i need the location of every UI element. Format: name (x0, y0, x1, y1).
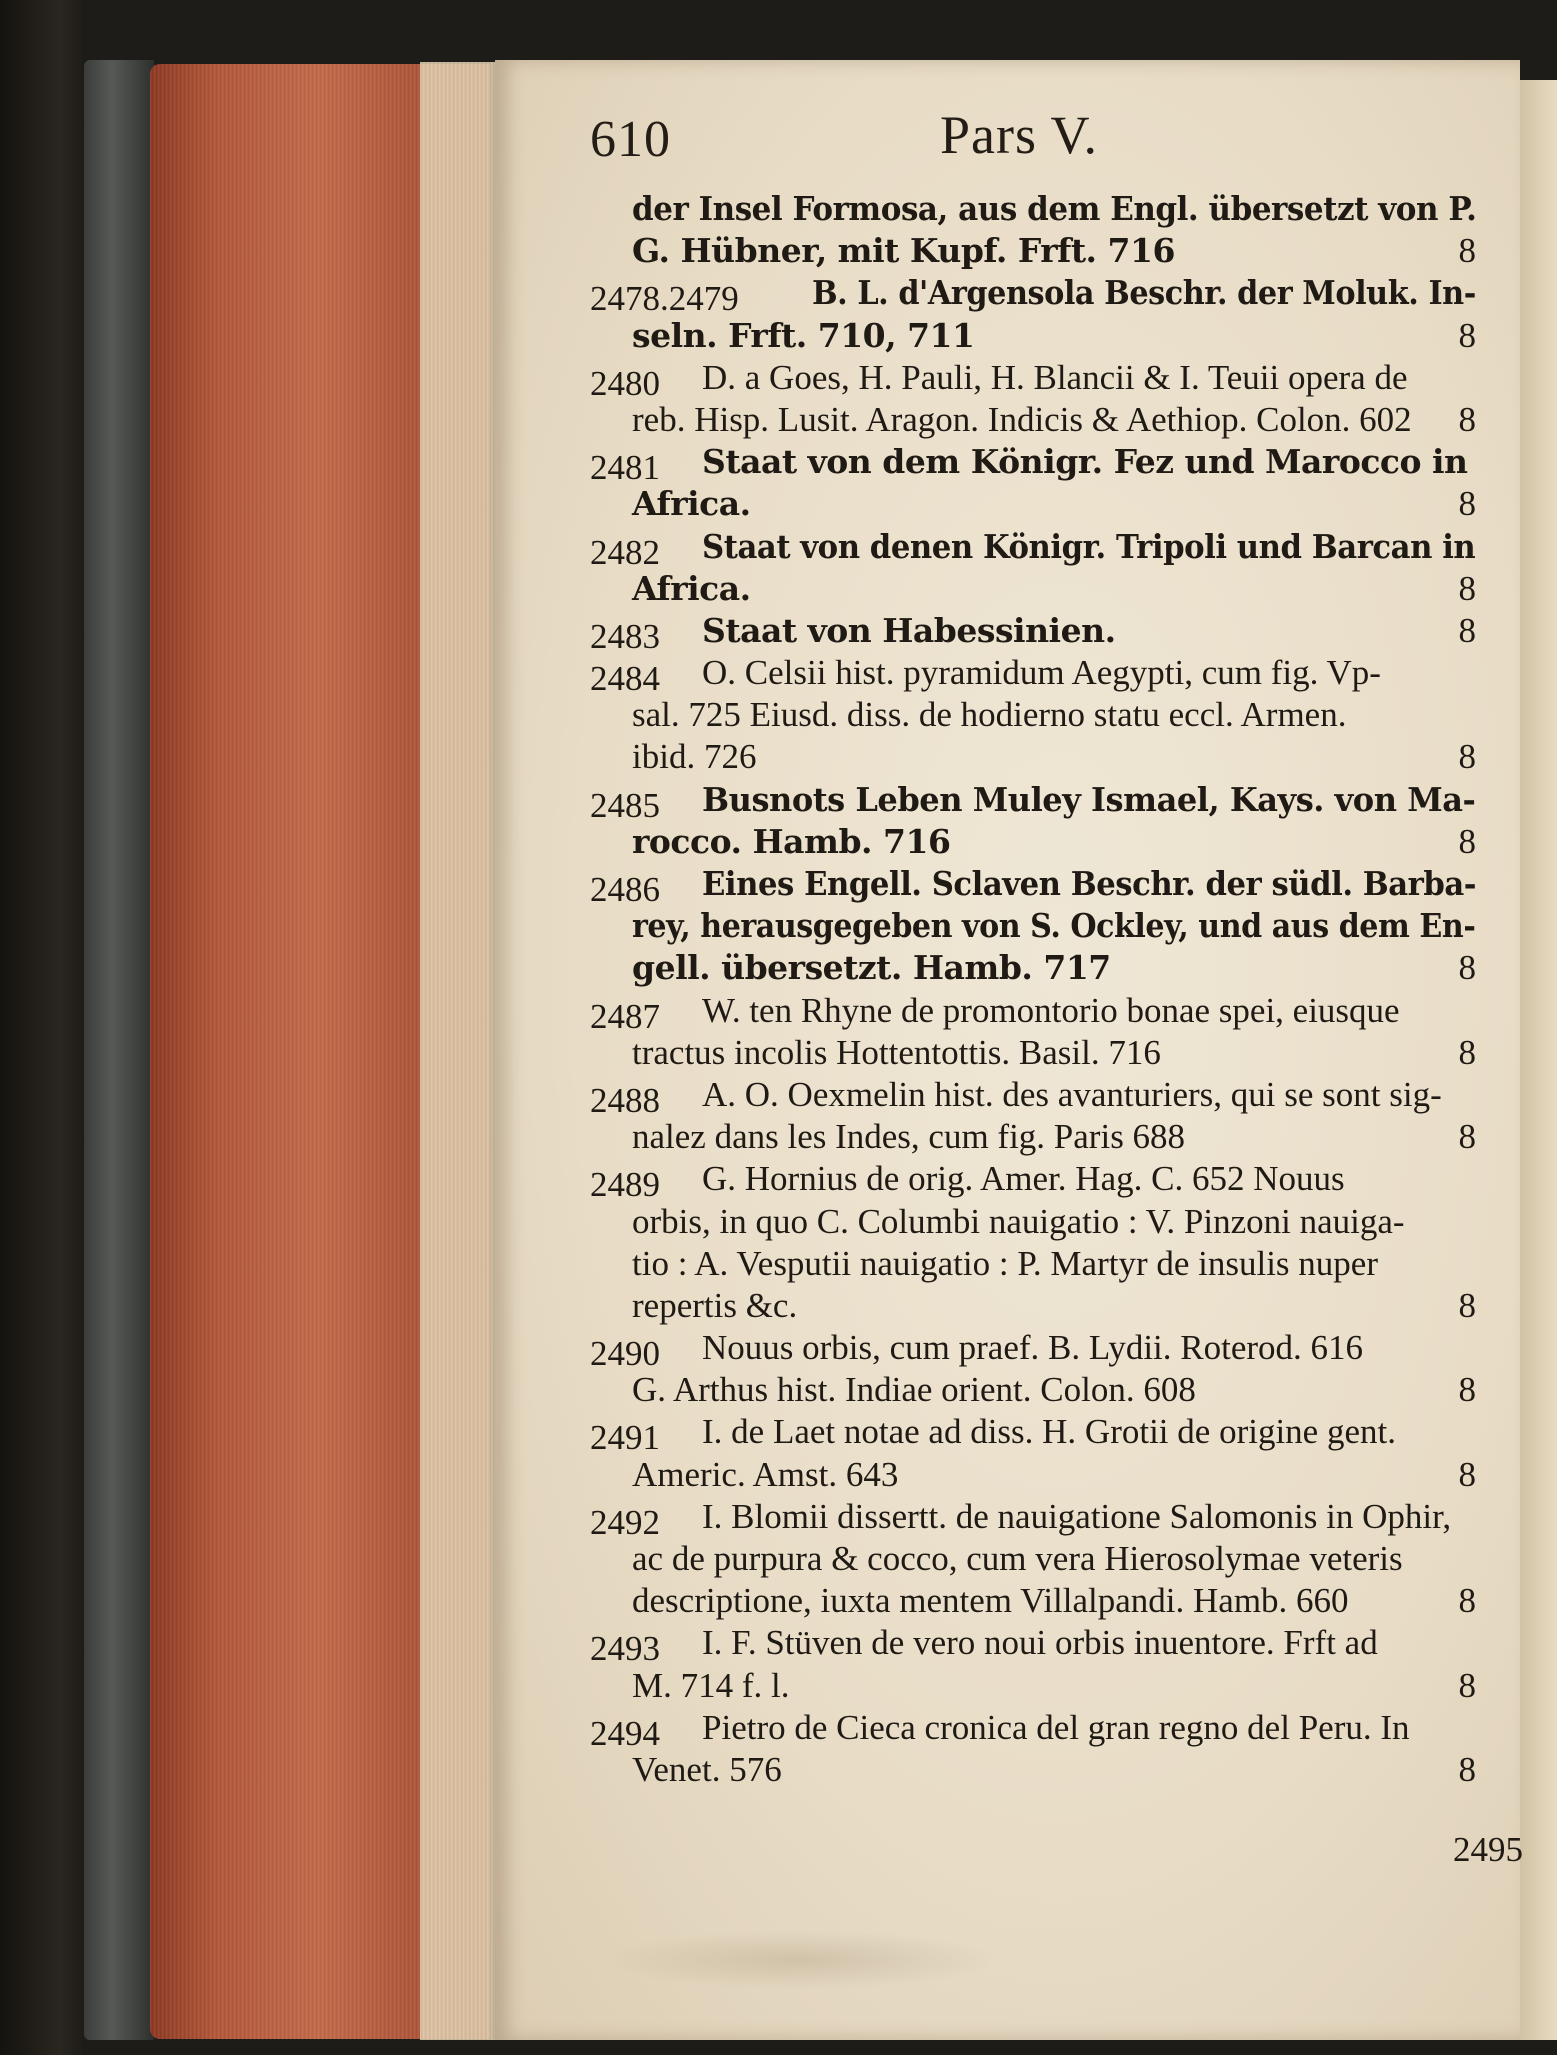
entry-text: sal. 725 Eiusd. diss. de hodierno statu eccl. Armen. (632, 695, 1347, 735)
entry-text: orbis, in quo C. Columbi nauigatio : V. Pinzoni nauiga- (632, 1201, 1405, 1241)
entry-text: D. a Goes, H. Pauli, H. Blancii & I. Teuii opera de (702, 357, 1408, 397)
entry-format: 8 (1458, 1117, 1476, 1157)
entry-number: 2489 (590, 1165, 660, 1205)
catalogue-line (580, 399, 1476, 441)
entry-text: Americ. Amst. 643 (632, 1454, 899, 1494)
entry-format: 8 (1458, 315, 1476, 355)
entry-text: O. Celsii hist. pyramidum Aegypti, cum fig. Vp- (702, 653, 1381, 693)
catalogue-line (580, 779, 1476, 825)
catalogue-line (580, 736, 1476, 778)
entry-text: ac de purpura & cocco, cum vera Hierosolymae veteris (632, 1539, 1403, 1578)
entry-format: 8 (1458, 737, 1476, 777)
entry-text: I. F. Stüven de vero noui orbis inuentore. Frft ad (702, 1623, 1378, 1663)
entry-text: Nouus orbis, cum praef. B. Lydii. Roterod. 616 (702, 1328, 1364, 1368)
entry-text: tio : A. Vesputii nauigatio : P. Martyr de insulis nuper (632, 1243, 1378, 1283)
catalogue-line (580, 526, 1476, 572)
entry-format: 8 (1458, 484, 1476, 524)
entry-format: 8 (1458, 231, 1476, 271)
entry-number: 2486 (590, 870, 660, 909)
catalogue-line (580, 947, 1476, 989)
page-header (590, 100, 1470, 180)
catalogue-line (580, 272, 1476, 319)
entry-text: I. de Laet notae ad diss. H. Grotii de origine gent. (702, 1412, 1396, 1452)
entry-number: 2484 (590, 659, 660, 699)
entry-text: Africa. (632, 484, 751, 524)
entry-number: 2491 (590, 1418, 660, 1458)
entry-number: 2492 (590, 1502, 660, 1542)
entry-format: 8 (1458, 1749, 1476, 1789)
entry-text: Staat von denen Königr. Tripoli und Barcan in (702, 526, 1476, 566)
entry-text: rocco. Hamb. 716 (632, 821, 951, 861)
entry-text: A. O. Oexmelin hist. des avanturiers, qui se sont sig- (702, 1074, 1442, 1114)
entry-format: 8 (1458, 399, 1476, 439)
catalogue-line (580, 1665, 1476, 1707)
catalogue-line (580, 1580, 1476, 1622)
entry-text: Africa. (632, 568, 751, 608)
entry-format: 8 (1458, 1581, 1476, 1621)
catalogue-line (580, 1074, 1476, 1120)
entry-text: descriptione, iuxta mentem Villalpandi. Hamb. 660 (632, 1581, 1349, 1621)
catchword: 2495 (1453, 1830, 1523, 1869)
entry-text: I. Blomii dissertt. de nauigatione Salomonis in Ophir, (702, 1496, 1452, 1536)
catalogue-line (580, 863, 1477, 909)
catalogue-line (580, 188, 1476, 230)
entry-number: 2487 (590, 996, 660, 1036)
catalogue-line (580, 1411, 1476, 1458)
entry-text: seln. Frft. 710, 711 (632, 315, 975, 355)
entry-text: gell. übersetzt. Hamb. 717 (632, 948, 1111, 988)
entry-format: 8 (1458, 1285, 1476, 1325)
entry-text: rey, herausgegeben von S. Ockley, und aus dem En- (632, 906, 1476, 946)
catalogue-line (580, 1285, 1476, 1327)
catalogue-line (580, 1369, 1476, 1411)
entry-format: 8 (1458, 1370, 1476, 1410)
entry-text: Busnots Leben Muley Ismael, Kays. von Ma- (702, 779, 1476, 819)
entry-text: M. 714 f. l. (632, 1665, 790, 1705)
catalogue-line (580, 1538, 1476, 1580)
catalogue-line (580, 315, 1476, 357)
catalogue-line (580, 652, 1476, 699)
entry-text: tractus incolis Hottentottis. Basil. 716 (632, 1032, 1161, 1072)
entry-number: 2483 (590, 616, 660, 656)
catalogue-line (580, 441, 1476, 488)
page-number: 610 (590, 111, 671, 168)
entry-number: 2485 (590, 785, 660, 825)
entry-number: 2493 (590, 1629, 660, 1669)
entry-number: 2494 (590, 1713, 660, 1753)
entry-format: 8 (1458, 1454, 1476, 1494)
entry-text: ibid. 726 (632, 737, 757, 777)
entry-text: G. Hübner, mit Kupf. Frft. 716 (632, 231, 1175, 271)
entry-text: G. Arthus hist. Indiae orient. Colon. 608 (632, 1370, 1196, 1410)
catalogue-line (580, 1622, 1476, 1669)
entry-text: der Insel Formosa, aus dem Engl. übersetzt von P. (632, 189, 1477, 228)
catalogue-line (580, 483, 1476, 525)
page-stain (600, 1930, 1000, 1990)
entry-number: 2482 (590, 532, 660, 572)
catalogue-line (580, 1327, 1476, 1374)
page-edges-light (420, 62, 500, 2040)
entry-text: Eines Engell. Sclaven Beschr. der südl. Barba- (702, 864, 1477, 903)
entry-text: Staat von dem Königr. Fez und Marocco in (702, 442, 1468, 482)
entry-format: 8 (1458, 610, 1476, 650)
entry-text: Pietro de Cieca cronica del gran regno del Peru. In (702, 1707, 1410, 1747)
catalogue-line (580, 990, 1476, 1036)
entry-number: 2480 (590, 363, 660, 403)
entry-format: 8 (1458, 1665, 1476, 1705)
catalogue-line (580, 1496, 1476, 1542)
catalogue-line (580, 1243, 1476, 1285)
running-head: Pars V. (940, 105, 1099, 165)
entry-text: Staat von Habessinien. (702, 610, 1116, 650)
entry-text: B. L. d'Argensola Beschr. der Moluk. In- (812, 273, 1476, 313)
entry-number: 2481 (590, 448, 660, 488)
entry-format: 8 (1458, 1032, 1476, 1072)
entry-number: 2490 (590, 1334, 660, 1374)
catalogue-line (580, 821, 1476, 863)
book-cover (84, 60, 154, 2040)
facing-page-edge (1515, 80, 1557, 2040)
entry-text: reb. Hisp. Lusit. Aragon. Indicis & Aethiop. Colon. 602 (632, 399, 1412, 439)
catalogue-line (580, 230, 1476, 272)
catalogue-entries (580, 188, 1476, 1791)
entry-text: Venet. 576 (632, 1749, 782, 1789)
catalogue-line (580, 1116, 1476, 1158)
catalogue-line (580, 1749, 1476, 1791)
entry-text: W. ten Rhyne de promontorio bonae spei, eiusque (702, 990, 1400, 1030)
entry-format: 8 (1458, 948, 1476, 988)
catalogue-line (580, 1454, 1476, 1496)
catalogue-line (580, 1158, 1476, 1205)
catalogue-line (580, 905, 1476, 947)
entry-text: nalez dans les Indes, cum fig. Paris 688 (632, 1117, 1186, 1157)
entry-number: 2488 (590, 1080, 660, 1120)
catalogue-line (580, 610, 1476, 656)
entry-text: repertis &c. (632, 1285, 798, 1325)
entry-format: 8 (1458, 568, 1476, 608)
catalogue-line (580, 694, 1476, 736)
catalogue-line (580, 1707, 1476, 1753)
entry-text: G. Hornius de orig. Amer. Hag. C. 652 Nouus (702, 1159, 1345, 1199)
entry-number: 2478.2479 (590, 279, 739, 319)
catalogue-line (580, 1201, 1476, 1243)
entry-format: 8 (1458, 821, 1476, 861)
catalogue-line (580, 568, 1476, 610)
catalogue-line (580, 1032, 1476, 1074)
catalogue-line (580, 357, 1476, 403)
